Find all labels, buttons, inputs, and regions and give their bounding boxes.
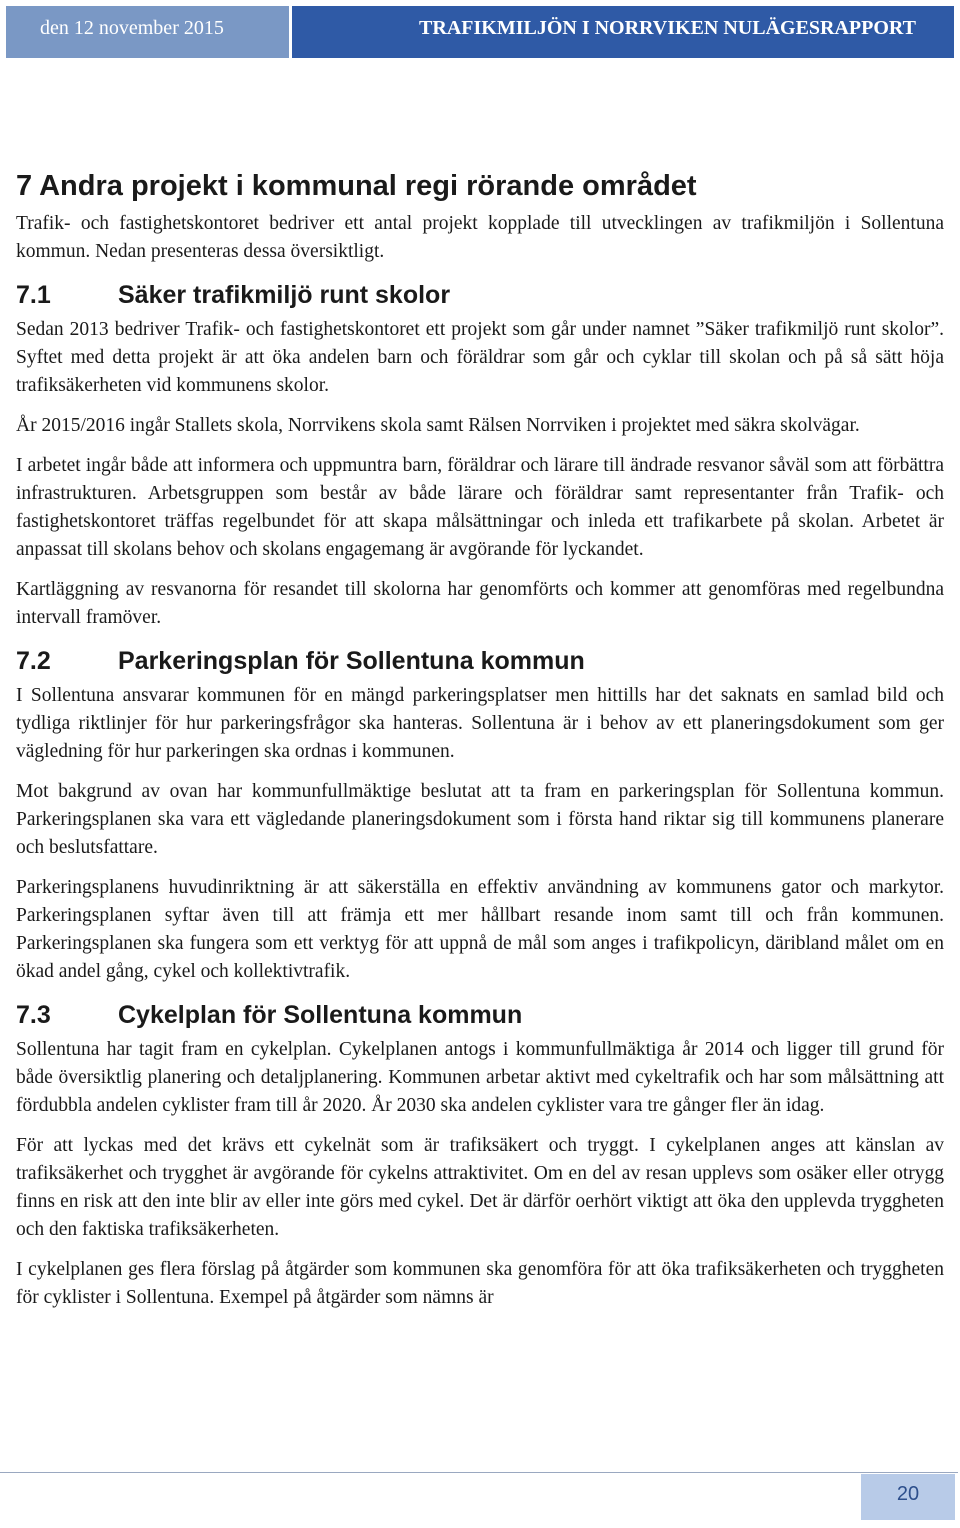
section-title: Parkeringsplan för Sollentuna kommun xyxy=(118,647,585,675)
section-heading xyxy=(16,278,944,312)
header-date: den 12 november 2015 xyxy=(6,6,289,58)
paragraph: Mot bakgrund av ovan har kommunfullmäktige beslutat att ta fram en parkeringsplan för Sollentuna kommun. Parkeringsplanen ska vara ett vägledande planeringsdokument som i första hand riktar sig till kommunens planerare och beslutsfattare. xyxy=(16,781,944,858)
paragraph: I arbetet ingår både att informera och uppmuntra barn, föräldrar och lärare till ändrade resvanor såväl som att förbättra infrastrukturen. Arbetsgruppen som består av både lärare och föräldrar samt representanter från Trafik- och fastighetskontoret träffas regelbundet för att skapa målsättningar och inleda ett trafikarbete på skolan. Arbetet är anpassat till skolans behov och skolans engagemang är avgörande för lyckandet. xyxy=(16,455,944,560)
paragraph: Parkeringsplanens huvudinriktning är att säkerställa en effektiv användning av kommunens gator och markytor. Parkeringsplanen syftar även till att främja ett mer hållbart resande inom samt till och från kommunen. Parkeringsplanen ska fungera som ett verktyg för att uppnå de mål som anges i trafikpolicyn, däribland målet om en ökad andel gång, cykel och kollektivtrafik. xyxy=(16,877,944,982)
section-title: Cykelplan för Sollentuna kommun xyxy=(118,1001,523,1029)
section-heading xyxy=(16,644,944,678)
section-heading xyxy=(16,998,944,1032)
page-content xyxy=(16,160,944,1324)
chapter-title: 7 Andra projekt i kommunal regi rörande området xyxy=(16,170,697,202)
paragraph: Kartläggning av resvanorna för resandet till skolorna har genomförts och kommer att genomföras med regelbundna intervall framöver. xyxy=(16,579,944,628)
section-7-3 xyxy=(16,998,944,1312)
section-number: 7.3 xyxy=(16,1001,51,1029)
paragraph: I cykelplanen ges flera förslag på åtgärder som kommunen ska genomföra för att öka trafiksäkerheten och tryggheten för cyklister i Sollentuna. Exempel på åtgärder som nämns är xyxy=(16,1259,944,1308)
section-7-2 xyxy=(16,644,944,986)
paragraph: Sedan 2013 bedriver Trafik- och fastighetskontoret ett projekt som går under namnet ”Säker trafikmiljö runt skolor”. Syftet med detta projekt är att öka andelen barn och föräldrar som går och cyklar till skolan och på så sätt höja trafiksäkerheten vid kommunens skolor. xyxy=(16,319,944,396)
section-number: 7.1 xyxy=(16,281,51,309)
paragraph: I Sollentuna ansvarar kommunen för en mängd parkeringsplatser men hittills har det saknats en samlad bild och tydliga riktlinjer för hur parkeringsfrågor ska hanteras. Sollentuna är i behov av ett planeringsdokument som ger vägledning för hur parkeringen ska ordnas i kommunen. xyxy=(16,685,944,762)
paragraph: För att lyckas med det krävs ett cykelnät som är trafiksäkert och tryggt. I cykelplanen anges att känslan av trafiksäkerhet och trygghet är avgörande för cykelns attraktivitet. Om en del av resan upplevs som osäker eller otrygg finns en risk att den inte blir av eller inte görs med cykel. Det är därför oerhört viktigt att öka den upplevda tryggheten och den faktiska trafiksäkerheten. xyxy=(16,1135,944,1240)
paragraph: Sollentuna har tagit fram en cykelplan. Cykelplanen antogs i kommunfullmäktiga år 2014 och ligger till grund för både översiktlig planering och detaljplanering. Kommunen arbetar aktivt med cykeltrafik och har som målsättning att fördubbla andelen cyklister fram till år 2020. År 2030 ska andelen cyklister vara tre gånger fler än idag. xyxy=(16,1039,944,1116)
page-number: 20 xyxy=(861,1474,955,1520)
chapter-intro: Trafik- och fastighetskontoret bedriver ett antal projekt kopplade till utvecklingen av trafikmiljön i Sollentuna kommun. Nedan presenteras dessa översiktligt. xyxy=(16,213,944,262)
header-title: TRAFIKMILJÖN I NORRVIKEN NULÄGESRAPPORT xyxy=(292,6,954,58)
section-number: 7.2 xyxy=(16,647,51,675)
section-title: Säker trafikmiljö runt skolor xyxy=(118,281,451,309)
footer-divider xyxy=(0,1472,958,1473)
paragraph: År 2015/2016 ingår Stallets skola, Norrvikens skola samt Rälsen Norrviken i projektet med säkra skolvägar. xyxy=(16,415,860,436)
section-7-1 xyxy=(16,278,944,632)
